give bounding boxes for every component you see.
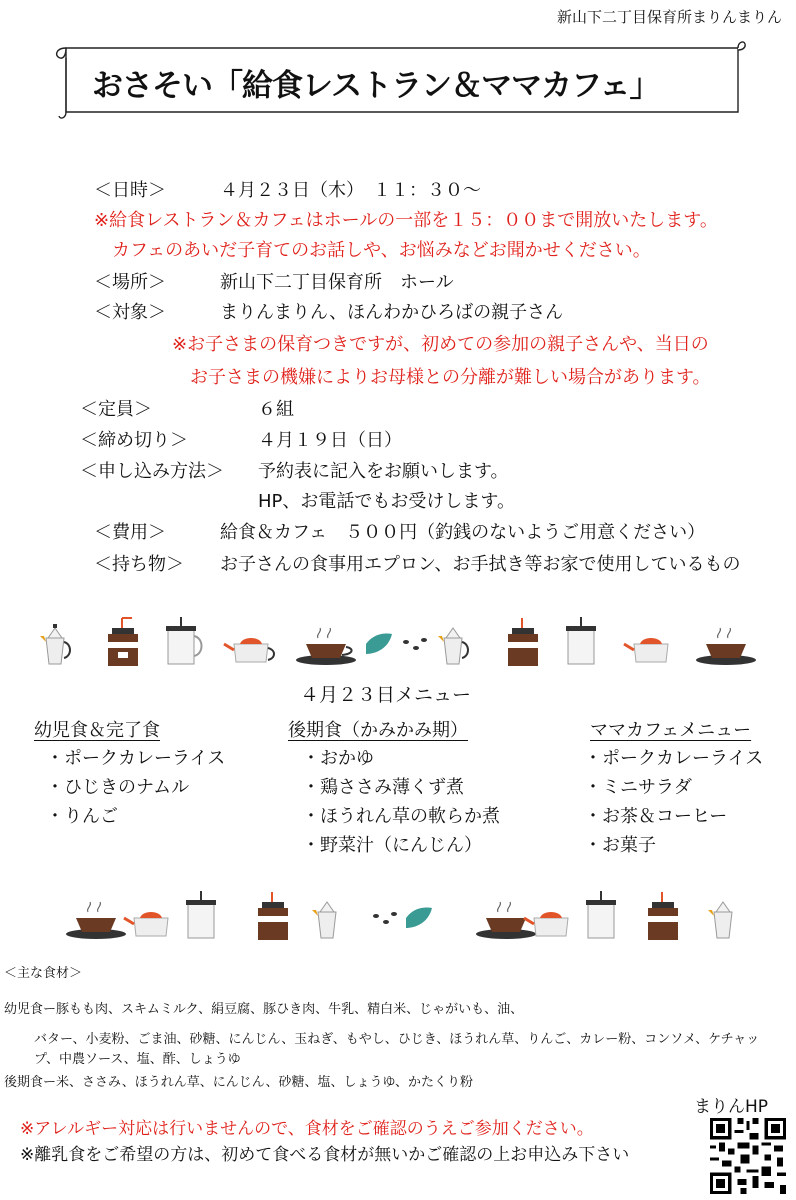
teapot-icon — [224, 638, 274, 662]
notice-childcare: ※お子さまの保育つきですが、初めての参加の親子さんや、当日の — [172, 334, 709, 355]
coffee-beans-icon — [373, 912, 397, 924]
menu-item: ・お菓子 — [584, 835, 656, 856]
menu-item: ・ひじきのナムル — [46, 777, 190, 798]
apply-value-phone: HP、お電話でもお受けします。 — [258, 491, 515, 512]
organization-name: 新山下二丁目保育所まりんまりん — [556, 8, 782, 26]
place-label: ＜場所＞ — [94, 272, 166, 293]
coffee-cup-icon — [66, 902, 126, 939]
fee-value: 給食＆カフェ ５００円（釣銭のないようご用意ください） — [220, 522, 706, 543]
french-press-icon — [186, 891, 216, 938]
leaf-icon — [366, 633, 392, 654]
datetime-label: ＜日時＞ — [94, 180, 166, 201]
menu-item: ・ポークカレーライス — [584, 748, 764, 769]
hp-label: まりんHP — [694, 1097, 769, 1117]
notice-separation: お子さまの機嫌によりお母様との分離が難しい場合があります。 — [190, 367, 711, 388]
menu-item: ・ほうれん草の軟らか煮 — [302, 806, 500, 827]
fee-label: ＜費用＞ — [94, 522, 166, 543]
target-label: ＜対象＞ — [94, 302, 166, 323]
teapot-icon — [124, 912, 168, 936]
ingredients-toddler-line1: 幼児食ー豚もも肉、スキムミルク、絹豆腐、豚ひき肉、牛乳、精白米、じゃがいも、油、 — [4, 1002, 524, 1017]
menu-heading-toddler: 幼児食＆完了食 — [34, 720, 160, 741]
place-value: 新山下二丁目保育所 ホール — [220, 272, 454, 293]
coffee-cup-icon — [296, 628, 356, 665]
notice-cafe-talk: カフェのあいだ子育てのお話しや、お悩みなどお聞かせください。 — [112, 240, 651, 261]
deadline-value: ４月１９日（日） — [258, 430, 402, 451]
target-value: まりんまりん、ほんわかひろばの親子さん — [220, 302, 564, 323]
menu-item: ・おかゆ — [302, 748, 374, 769]
leaf-icon — [406, 907, 432, 928]
ingredients-late-weaning: 後期食ー米、ささみ、ほうれん草、にんじん、砂糖、塩、しょうゆ、かたくり粉 — [4, 1075, 474, 1090]
moka-pot-icon — [708, 902, 732, 938]
capacity-label: ＜定員＞ — [80, 399, 152, 420]
apply-label: ＜申し込み方法＞ — [80, 461, 224, 482]
french-press-icon — [566, 617, 596, 664]
menu-heading-mama-cafe: ママカフェメニュー — [590, 720, 752, 741]
bring-value: お子さんの食事用エプロン、お手拭き等お家で使用しているもの — [220, 554, 741, 575]
allergy-notice: ※アレルギー対応は行いませんので、食材をご確認のうえご参加ください。 — [20, 1119, 594, 1139]
bring-label: ＜持ち物＞ — [94, 554, 184, 575]
french-press-icon — [166, 617, 202, 664]
coffee-decoration-top — [36, 614, 766, 668]
menu-item: ・りんご — [46, 806, 118, 827]
menu-title: ４月２３日メニュー — [300, 684, 472, 706]
coffee-grinder-icon — [508, 618, 538, 666]
apply-value-form: 予約表に記入をお願いします。 — [258, 461, 509, 482]
coffee-grinder-icon — [258, 892, 288, 940]
menu-item: ・ポークカレーライス — [46, 748, 226, 769]
moka-pot-icon — [438, 628, 468, 664]
coffee-decoration-bottom — [36, 888, 766, 942]
ingredients-heading: ＜主な食材＞ — [4, 966, 83, 981]
coffee-grinder-icon — [648, 892, 678, 940]
ingredients-toddler-line3: プ、中農ソース、塩、酢、しょうゆ — [34, 1052, 241, 1067]
datetime-value: ４月２３日（木） １１：３０～ — [220, 180, 481, 201]
ingredients-toddler-line2: バター、小麦粉、ごま油、砂糖、にんじん、玉ねぎ、もやし、ひじき、ほうれん草、りんご、カレー粉、コンソメ、ケチャッ — [34, 1032, 760, 1047]
menu-item: ・鶏ささみ薄くず煮 — [302, 777, 464, 798]
deadline-label: ＜締め切り＞ — [80, 430, 188, 451]
teapot-icon — [624, 638, 668, 662]
qr-code[interactable] — [710, 1118, 786, 1194]
moka-pot-icon — [40, 624, 70, 664]
moka-pot-icon — [312, 902, 336, 938]
french-press-icon — [586, 891, 616, 938]
page-title: おさそい「給食レストラン＆ママカフェ」 — [92, 68, 660, 104]
coffee-beans-icon — [403, 638, 427, 650]
menu-item: ・お茶＆コーヒー — [584, 806, 728, 827]
menu-heading-late-weaning: 後期食（かみかみ期） — [288, 720, 468, 741]
menu-item: ・野菜汁（にんじん） — [302, 835, 482, 856]
menu-item: ・ミニサラダ — [584, 777, 692, 798]
coffee-grinder-icon — [108, 618, 138, 666]
weaning-notice: ※離乳食をご希望の方は、初めて食べる食材が無いかご確認の上お申込み下さい — [20, 1145, 630, 1165]
capacity-value: ６組 — [258, 399, 294, 420]
coffee-cup-icon — [696, 628, 756, 665]
notice-hall-open: ※給食レストラン＆カフェはホールの一部を１５：００まで開放いたします。 — [94, 210, 718, 231]
